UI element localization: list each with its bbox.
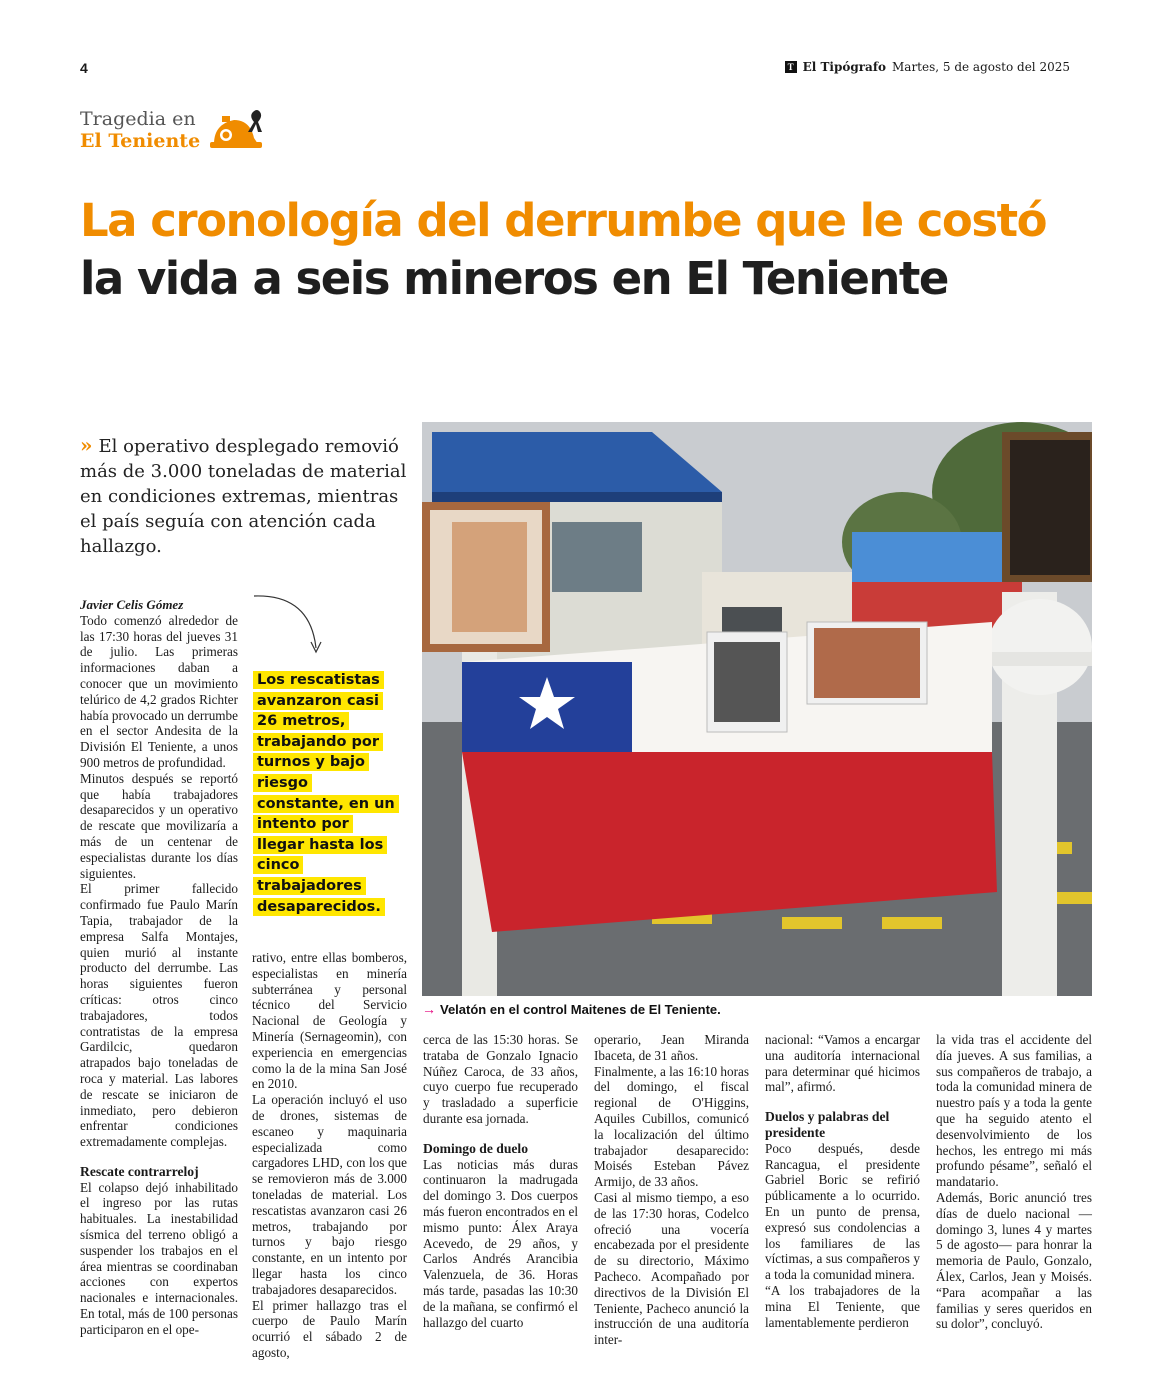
masthead bbox=[785, 60, 1070, 74]
paragraph: El primer fallecido confirmado fue Paulo Marín Tapia, trabajador de la empresa Salfa Montajes, quien murió al instante producto del derrumbe. Las horas siguientes fueron críticas: otros cinco trabajadores, todos contratistas de la empresa Gardilcic, quedaron atrapados bajo toneladas de roca y material. Las labores de rescate se iniciaron de inmediato, pero debieron enfrentar condiciones extremadamente complejas. bbox=[80, 881, 238, 1150]
deck-marker-icon: » bbox=[80, 433, 93, 457]
paragraph: El colapso dejó inhabilitado el ingreso por las rutas habituales. La inestabilidad sísmica del terreno obligó a suspender los trabajos en el área mientras se coordinaban acciones con expertos nacionales e internacionales. En total, más de 100 personas participaron en el ope- bbox=[80, 1179, 238, 1337]
section-line2: El Teniente bbox=[80, 130, 201, 152]
article-column-3 bbox=[423, 1032, 578, 1330]
page-number: 4 bbox=[80, 60, 88, 76]
publication-name: El Tipógrafo bbox=[802, 60, 886, 74]
headline-line1: La cronología del derrumbe que le costó bbox=[80, 194, 1047, 247]
article-column-5 bbox=[765, 1032, 920, 1330]
section-tag bbox=[80, 108, 266, 152]
paragraph: rativo, entre ellas bomberos, especialistas en minería subterránea y personal técnico del Servicio Nacional de Geología y Minería (Sernageomin), con experiencia en emergencias como la de la mina San José en 2010. bbox=[252, 950, 407, 1092]
paragraph: “A los trabajadores de la mina El Teniente, que lamentablemente perdieron bbox=[765, 1282, 920, 1330]
subheading: Domingo de duelo bbox=[423, 1140, 528, 1156]
subheading: Duelos y palabras del presidente bbox=[765, 1109, 890, 1140]
article-photo bbox=[422, 422, 1092, 996]
paragraph: El primer hallazgo tras el cuerpo de Paulo Marín ocurrió el sábado 2 de agosto, bbox=[252, 1297, 407, 1360]
subheading: Rescate contrarreloj bbox=[80, 1163, 199, 1179]
deck bbox=[80, 433, 410, 559]
paragraph: Las noticias más duras continuaron la madrugada del domingo 3. Dos cuerpos más fueron encontrados en el mismo punto: Álex Araya Acevedo, de 29 años, y Carlos Andrés Arancibia Valenzuela, de 36. Horas más tarde, pasadas las 10:30 de la mañana, se confirmó el hallazgo del cuarto bbox=[423, 1156, 578, 1330]
headline bbox=[80, 192, 1080, 308]
paragraph: nacional: “Vamos a encargar una auditoría internacional para determinar qué hicimos mal”, afirmó. bbox=[765, 1032, 920, 1095]
issue-date: Martes, 5 de agosto del 2025 bbox=[892, 60, 1070, 74]
photo-illustration bbox=[422, 422, 1092, 996]
article-column-6 bbox=[936, 1032, 1092, 1332]
paragraph: la vida tras el accidente del día jueves. A sus familias, a sus compañeros de trabajo, a toda la comunidad minera de nuestro país y a toda la gente que ha seguido atento el desenvolvimiento de los hechos, les entrego mi más profundo pésame”, señaló el mandatario. bbox=[936, 1032, 1092, 1190]
caption-text: Velatón en el control Maitenes de El Teniente. bbox=[440, 1001, 721, 1017]
article-column-1 bbox=[80, 597, 238, 1338]
section-line1: Tragedia en bbox=[80, 108, 196, 130]
paragraph: Poco después, desde Rancagua, el presidente Gabriel Boric se refirió públicamente a lo ocurrido. En un punto de prensa, expresó sus condolencias a los familiares de las víctimas, a sus compañeros y a toda la comunidad minera. bbox=[765, 1140, 920, 1283]
deck-text: El operativo desplegado removió más de 3.000 toneladas de material en condiciones extremas, mientras el país seguía con atención cada hallazgo. bbox=[80, 436, 407, 557]
caption-arrow-icon: → bbox=[422, 1001, 436, 1017]
miner-helmet-icon bbox=[208, 108, 266, 152]
pullquote-arrow-icon bbox=[250, 590, 330, 660]
paragraph: Finalmente, a las 16:10 horas del domingo, el fiscal regional de O'Higgins, Aquiles Cubillos, comunicó la localización del último trabajador desaparecido: Moisés Esteban Pávez Armijo, de 33 años. bbox=[594, 1063, 749, 1190]
paragraph: operario, Jean Miranda Ibaceta, de 31 años. bbox=[594, 1032, 749, 1063]
publication-logo-icon: T bbox=[785, 61, 797, 73]
paragraph: La operación incluyó el uso de drones, sistemas de escaneo y maquinaria especializada como cargadores LHD, con los que se removieron más de 3.000 toneladas de material. Los rescatistas avanzaron casi 26 metros, trabajando por turnos y bajo riesgo constante, en un intento por llegar hasta los cinco trabajadores desaparecidos. bbox=[252, 1092, 407, 1297]
article-column-2 bbox=[252, 950, 407, 1361]
paragraph: Minutos después se reportó que había trabajadores desaparecidos y un operativo de rescate que movilizaría a más de un centenar de especialistas durante los días siguientes. bbox=[80, 770, 238, 881]
article-column-4 bbox=[594, 1032, 749, 1348]
byline: Javier Celis Gómez bbox=[80, 597, 184, 612]
photo-caption bbox=[422, 1001, 721, 1017]
paragraph: Además, Boric anunció tres días de duelo nacional —domingo 3, lunes 4 y martes 5 de agosto— para honrar la memoria de Paulo, Gonzalo, Álex, Carlos, Jean y Moisés. “Para acompañar a las familias y seres queridos en su dolor”, concluyó. bbox=[936, 1189, 1092, 1332]
paragraph: Todo comenzó alrededor de las 17:30 horas del jueves 31 de julio. Las primeras informaciones daban a conocer que un movimiento telúrico de 4,2 grados Richter había provocado un derrumbe en el sector Andesita de la División El Teniente, a unos 900 metros de profundidad. bbox=[80, 612, 238, 770]
paragraph: Casi al mismo tiempo, a eso de las 17:30 horas, Codelco ofreció una vocería encabezada por el presidente de su directorio, Máximo Pacheco. Acompañado por directivos de la División El Teniente, Pacheco anunció la instrucción de una auditoría inter- bbox=[594, 1189, 749, 1348]
paragraph: cerca de las 15:30 horas. Se trataba de Gonzalo Ignacio Núñez Caroca, de 33 años, cuyo cuerpo fue recuperado y trasladado a superficie durante esa jornada. bbox=[423, 1032, 578, 1126]
pullquote: Los rescatistas avanzaron casi 26 metros, trabajando por turnos y bajo riesgo constante, en un intento por llegar hasta los cinco trabajadores desaparecidos. bbox=[253, 670, 398, 917]
headline-line2: la vida a seis mineros en El Teniente bbox=[80, 252, 948, 305]
